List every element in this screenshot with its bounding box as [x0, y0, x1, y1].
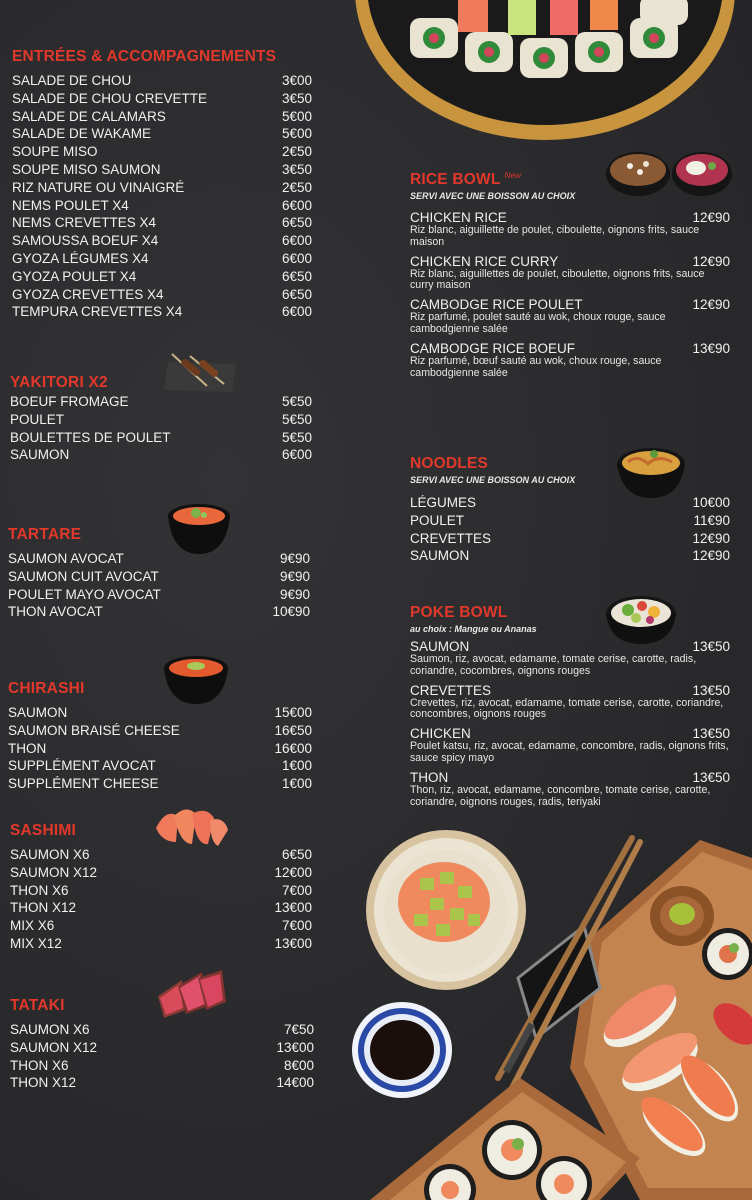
- item-price: 12€90: [692, 253, 730, 269]
- menu-item: [10, 899, 312, 917]
- item-price: 5€50: [281, 394, 312, 409]
- poke-bowl-list: [410, 639, 730, 813]
- item-price: 13€50: [692, 726, 730, 742]
- item-name: SAUMON X6: [10, 1022, 90, 1037]
- item-price: 14€00: [276, 1075, 314, 1091]
- noodles-list: [410, 494, 730, 565]
- item-name: NEMS CREVETTES X4: [12, 215, 157, 231]
- item-name: SAMOUSSA BOEUF X4: [12, 233, 159, 249]
- item-name: THON: [8, 740, 47, 756]
- item-description: Riz blanc, aiguillette de poulet, ciboulette, oignons frits, sauce maison: [410, 224, 700, 248]
- section-title-rice-bowl: [410, 171, 521, 189]
- item-price: 6€50: [281, 268, 312, 284]
- item-description: Riz parfumé, bœuf sauté au wok, choux rouge, sauce cambodgienne salée: [410, 354, 662, 379]
- menu-item: [12, 161, 312, 179]
- menu-item: [410, 530, 730, 548]
- item-price: 8€00: [283, 1057, 314, 1073]
- item-name: SAUMON: [410, 639, 470, 654]
- menu-item: [410, 683, 730, 722]
- item-price: 12€90: [692, 548, 730, 564]
- chirashi-bowl-image: [162, 652, 230, 706]
- item-name: SAUMON: [410, 548, 470, 564]
- item-price: 5€00: [281, 108, 312, 124]
- section-title-tataki: TATAKI: [10, 997, 65, 1014]
- new-badge: New: [504, 171, 522, 180]
- menu-item: [12, 179, 312, 197]
- item-name: POULET: [10, 411, 65, 427]
- poke-bowl-subtitle: au choix : Mangue ou Ananas: [410, 624, 537, 634]
- menu-item: [10, 882, 312, 900]
- item-name: LÉGUMES: [410, 495, 477, 510]
- entrees-list: [12, 72, 312, 321]
- item-price: 3€50: [281, 90, 312, 106]
- menu-item: [410, 341, 730, 380]
- item-name: POULET: [410, 512, 465, 528]
- menu-item: [410, 210, 730, 249]
- item-price: 6€50: [281, 215, 312, 231]
- item-name: THON X12: [10, 1075, 77, 1091]
- tataki-image: [152, 966, 228, 1024]
- item-name: SAUMON: [10, 447, 70, 463]
- item-price: 5€50: [281, 411, 312, 427]
- item-name: SALADE DE CHOU CREVETTE: [12, 90, 208, 106]
- item-name: SAUMON: [8, 705, 68, 720]
- item-price: 2€50: [281, 179, 312, 195]
- menu-item: [12, 72, 312, 90]
- item-name: GYOZA POULET X4: [12, 268, 137, 284]
- item-price: 6€00: [281, 197, 312, 213]
- menu-item: [12, 268, 312, 286]
- item-price: 6€50: [281, 286, 312, 302]
- item-price: 11€90: [693, 512, 730, 528]
- item-name: GYOZA LÉGUMES X4: [12, 250, 149, 266]
- item-name: CHICKEN RICE: [410, 210, 507, 225]
- rice-bowl-subtitle: SERVI AVEC UNE BOISSON AU CHOIX: [410, 191, 576, 201]
- rice-bowl-title: RICE BOWL: [410, 171, 501, 188]
- menu-item: [12, 232, 312, 250]
- section-title-tartare: TARTARE: [8, 526, 82, 543]
- item-name: THON AVOCAT: [8, 604, 103, 620]
- chirashi-list: [8, 704, 312, 793]
- item-name: SUPPLÉMENT AVOCAT: [8, 758, 156, 774]
- menu-item: [12, 108, 312, 126]
- menu-item: [10, 1021, 314, 1039]
- item-price: 2€50: [281, 144, 312, 160]
- item-price: 3€50: [281, 161, 312, 177]
- item-price: 6€00: [281, 233, 312, 249]
- item-price: 13€00: [274, 900, 312, 916]
- item-price: 5€00: [281, 126, 312, 142]
- item-price: 6€00: [281, 447, 312, 463]
- menu-item: [10, 1039, 314, 1057]
- item-name: POULET MAYO AVOCAT: [8, 586, 161, 602]
- menu-item: [12, 143, 312, 161]
- item-description: Thon, riz, avocat, edamame, concombre, tomate cerise, carotte, coriandre, oignons rouges, radis, teriyaki: [410, 783, 711, 808]
- item-price: 7€00: [281, 882, 312, 898]
- item-name: SAUMON X12: [10, 1039, 98, 1055]
- rice-bowl-list: [410, 210, 730, 384]
- item-name: THON X6: [10, 882, 69, 898]
- item-price: 13€00: [274, 935, 312, 951]
- menu-item: [8, 757, 312, 775]
- menu-item: [8, 704, 312, 722]
- menu-item: [10, 393, 312, 411]
- section-title-noodles: NOODLES: [410, 455, 489, 472]
- menu-item: [12, 303, 312, 321]
- item-price: 13€50: [692, 769, 730, 785]
- item-price: 7€00: [281, 918, 312, 934]
- menu-item: [8, 740, 312, 758]
- item-name: THON: [410, 769, 449, 785]
- poke-bowl-image: [604, 592, 678, 646]
- item-price: 5€50: [281, 429, 312, 445]
- menu-item: [10, 411, 312, 429]
- item-price: 10€90: [272, 604, 310, 620]
- item-price: 13€50: [692, 639, 730, 654]
- item-name: SAUMON AVOCAT: [8, 551, 124, 566]
- section-title-entrees: ENTRÉES & ACCOMPAGNEMENTS: [12, 48, 277, 65]
- tataki-list: [10, 1021, 314, 1092]
- menu-item: [410, 770, 730, 809]
- yakitori-image: [162, 352, 238, 394]
- menu-item: [12, 90, 312, 108]
- menu-item: [10, 446, 312, 464]
- item-price: 6€50: [281, 847, 312, 862]
- menu-item: [12, 250, 312, 268]
- tartare-list: [8, 550, 310, 621]
- item-price: 12€90: [692, 530, 730, 546]
- item-price: 16€50: [274, 722, 312, 738]
- menu-item: [10, 935, 312, 953]
- tartare-bowl-image: [166, 500, 232, 556]
- menu-item: [10, 1074, 314, 1092]
- menu-item: [410, 512, 730, 530]
- item-name: NEMS POULET X4: [12, 197, 129, 213]
- menu-item: [12, 214, 312, 232]
- menu-item: [12, 125, 312, 143]
- menu-item: [12, 286, 312, 304]
- menu-item: [410, 639, 730, 678]
- menu-item: [8, 722, 312, 740]
- menu-item: [410, 726, 730, 765]
- item-name: RIZ NATURE OU VINAIGRÉ: [12, 179, 185, 195]
- menu-item: [10, 429, 312, 447]
- menu-item: [8, 775, 312, 793]
- menu-item: [12, 197, 312, 215]
- item-name: SAUMON CUIT AVOCAT: [8, 568, 159, 584]
- menu-item: [10, 846, 312, 864]
- yakitori-list: [10, 393, 312, 464]
- menu-item: [410, 297, 730, 336]
- item-price: 13€90: [692, 340, 730, 356]
- sashimi-image: [152, 802, 230, 848]
- item-price: 12€90: [692, 210, 730, 225]
- item-name: SOUPE MISO: [12, 144, 98, 160]
- item-name: SUPPLÉMENT CHEESE: [8, 776, 159, 792]
- item-price: 7€50: [283, 1022, 314, 1037]
- menu-item: [8, 568, 310, 586]
- item-name: CAMBODGE RICE BOEUF: [410, 340, 576, 356]
- item-name: SAUMON X12: [10, 864, 98, 880]
- menu-item: [8, 603, 310, 621]
- item-name: BOULETTES DE POULET: [10, 429, 171, 445]
- item-name: CHICKEN: [410, 726, 471, 742]
- item-name: MIX X6: [10, 918, 55, 934]
- item-price: 10€00: [692, 495, 730, 510]
- item-description: Riz blanc, aiguillettes de poulet, ciboulette, oignons frits, sauce curry maison: [410, 267, 705, 292]
- noodles-bowl-image: [614, 442, 688, 500]
- item-price: 1€00: [281, 758, 312, 774]
- item-name: TEMPURA CREVETTES X4: [12, 304, 183, 320]
- item-price: 13€50: [692, 682, 730, 698]
- item-price: 13€00: [276, 1039, 314, 1055]
- section-title-yakitori: YAKITORI X2: [10, 374, 108, 391]
- item-name: SALADE DE CALAMARS: [12, 108, 166, 124]
- item-name: SOUPE MISO SAUMON: [12, 161, 161, 177]
- item-description: Crevettes, riz, avocat, edamame, tomate cerise, carotte, coriandre, concombres, oignons rouges: [410, 696, 724, 721]
- menu-item: [410, 547, 730, 565]
- item-price: 16€00: [274, 740, 312, 756]
- item-price: 12€90: [692, 297, 730, 313]
- item-name: BOEUF FROMAGE: [10, 394, 129, 409]
- item-name: MIX X12: [10, 935, 62, 951]
- item-name: THON X12: [10, 900, 77, 916]
- section-title-chirashi: CHIRASHI: [8, 680, 85, 697]
- item-price: 9€90: [279, 568, 310, 584]
- item-price: 9€90: [279, 586, 310, 602]
- menu-item: [10, 864, 312, 882]
- item-description: Poulet katsu, riz, avocat, edamame, concombre, radis, oignons frits, sauce spicy mayo: [410, 740, 729, 764]
- item-name: SAUMON X6: [10, 847, 90, 862]
- item-name: GYOZA CREVETTES X4: [12, 286, 164, 302]
- item-name: SALADE DE WAKAME: [12, 126, 152, 142]
- section-title-sashimi: SASHIMI: [10, 822, 76, 839]
- item-price: 12€00: [274, 864, 312, 880]
- item-name: CREVETTES: [410, 682, 492, 698]
- sushi-food-collage-image: [340, 828, 752, 1200]
- menu-item: [8, 550, 310, 568]
- menu-item: [410, 494, 730, 512]
- rice-bowl-image: [604, 150, 734, 206]
- sashimi-list: [10, 846, 312, 953]
- item-price: 15€00: [274, 705, 312, 720]
- item-price: 9€90: [279, 551, 310, 566]
- sushi-platter-image: [340, 0, 740, 145]
- menu-item: [10, 917, 312, 935]
- item-name: SAUMON BRAISÉ CHEESE: [8, 722, 180, 738]
- section-title-poke-bowl: POKE BOWL: [410, 604, 508, 621]
- item-description: Saumon, riz, avocat, edamame, tomate cerise, carotte, radis, coriandre, cocombres, oignons rouges: [410, 653, 697, 677]
- item-name: CAMBODGE RICE POULET: [410, 297, 583, 313]
- item-name: SALADE DE CHOU: [12, 73, 132, 88]
- menu-item: [10, 1057, 314, 1075]
- item-name: THON X6: [10, 1057, 69, 1073]
- menu-item: [8, 586, 310, 604]
- item-price: 6€00: [281, 304, 312, 320]
- item-name: CHICKEN RICE CURRY: [410, 253, 559, 269]
- item-name: CREVETTES: [410, 530, 492, 546]
- menu-item: [410, 254, 730, 293]
- item-price: 6€00: [281, 250, 312, 266]
- noodles-subtitle: SERVI AVEC UNE BOISSON AU CHOIX: [410, 475, 576, 485]
- item-price: 1€00: [281, 776, 312, 792]
- item-description: Riz parfumé, poulet sauté au wok, choux rouge, sauce cambodgienne salée: [410, 311, 666, 335]
- item-price: 3€00: [281, 73, 312, 88]
